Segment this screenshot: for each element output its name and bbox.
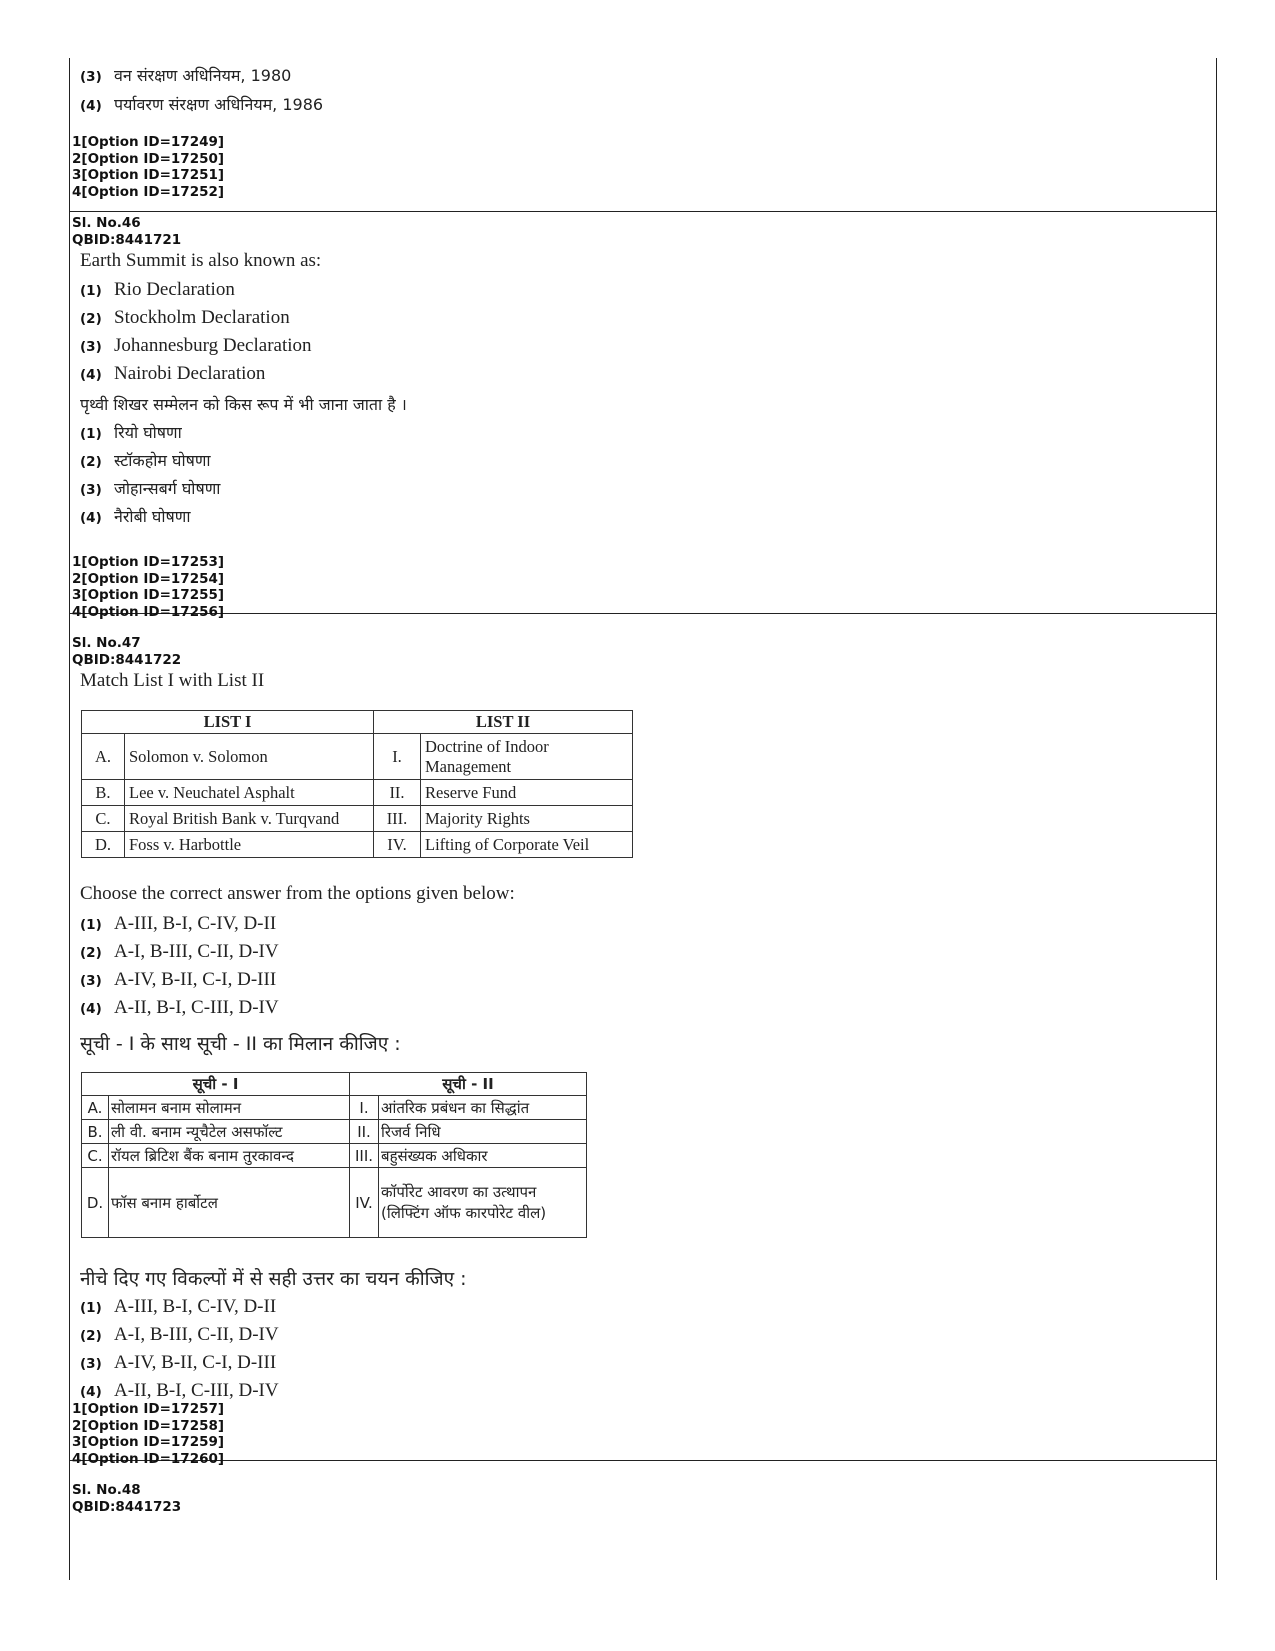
table-row: C. Royal British Bank v. Turqvand III. Majority Rights: [82, 806, 633, 832]
option-row: (1) A-III, B-I, C-IV, D-II: [80, 913, 277, 934]
option-row: (2) A-I, B-III, C-II, D-IV: [80, 1324, 279, 1345]
option-id: 4[Option ID=17252]: [72, 183, 225, 200]
option-row: (4) A-II, B-I, C-III, D-IV: [80, 997, 279, 1018]
qbid: QBID:8441722: [72, 651, 182, 668]
table-row: A. Solomon v. Solomon I. Doctrine of Indoor Management: [82, 734, 633, 780]
q47-question-hi: सूची - I के साथ सूची - II का मिलान कीजिए :: [80, 1033, 401, 1055]
q46-question-en: Earth Summit is also known as:: [80, 250, 322, 271]
serial-number: Sl. No.47: [72, 635, 141, 651]
qbid: QBID:8441721: [72, 231, 182, 248]
q46-options-hi: [80, 419, 220, 531]
table-header: सूची - I: [82, 1073, 350, 1096]
q46-question-hi: पृथ्वी शिखर सम्मेलन को किस रूप में भी जाना जाता है ।: [80, 395, 407, 414]
q45-option-3: (3) वन संरक्षण अधिनियम, 1980: [80, 66, 292, 85]
option-id: 3[Option ID=17255]: [72, 587, 225, 603]
option-row: (2) स्टॉकहोम घोषणा: [80, 451, 211, 470]
option-id: 4[Option ID=17256]: [72, 603, 225, 620]
option-id: 4[Option ID=17260]: [72, 1450, 225, 1467]
serial-number: Sl. No.46: [72, 215, 141, 231]
serial-number: Sl. No.48: [72, 1482, 141, 1498]
table-row: D. Foss v. Harbottle IV. Lifting of Corporate Veil: [82, 832, 633, 858]
option-row: (3) जोहान्सबर्ग घोषणा: [80, 479, 221, 498]
q46-option-ids: [72, 554, 224, 620]
table-header: सूची - II: [350, 1073, 587, 1096]
option-row: (4) Nairobi Declaration: [80, 363, 266, 384]
match-table-hi: [81, 1072, 587, 1238]
q46-options-en: [80, 276, 312, 388]
table-row: A. सोलामन बनाम सोलामन I. आंतरिक प्रबंधन का सिद्धांत: [82, 1096, 587, 1120]
q47-header: [72, 635, 181, 668]
option-id: 1[Option ID=17257]: [72, 1401, 225, 1417]
q45-option-4: (4) पर्यावरण संरक्षण अधिनियम, 1986: [80, 95, 324, 114]
option-id: 1[Option ID=17249]: [72, 134, 225, 150]
separator-line: [70, 613, 1216, 614]
q45-option-ids: [72, 134, 224, 200]
table-row: D. फॉस बनाम हार्बोटल IV. कॉर्पोरेट आवरण का उत्थापन (लिफ्टिंग ऑफ कारपोरेट वील): [82, 1168, 587, 1238]
option-id: 2[Option ID=17250]: [72, 150, 225, 167]
option-id: 3[Option ID=17259]: [72, 1434, 225, 1450]
option-row: (1) A-III, B-I, C-IV, D-II: [80, 1296, 277, 1317]
option-row: (2) A-I, B-III, C-II, D-IV: [80, 941, 279, 962]
q47-options-hi: [80, 1293, 279, 1405]
separator-line: [70, 1460, 1216, 1461]
option-id: 2[Option ID=17254]: [72, 570, 225, 587]
table-row: B. ली वी. बनाम न्यूचैटेल असफॉल्ट II. रिजर्व निधि: [82, 1120, 587, 1144]
q47-instruction-hi: नीचे दिए गए विकल्पों में से सही उत्तर का चयन कीजिए :: [80, 1268, 467, 1290]
match-table-en: [81, 710, 633, 858]
option-row: (1) Rio Declaration: [80, 279, 235, 300]
q47-instruction-en: Choose the correct answer from the options given below:: [80, 883, 515, 904]
qbid: QBID:8441723: [72, 1498, 182, 1515]
option-row: (1) रियो घोषणा: [80, 423, 182, 442]
separator-line: [70, 211, 1216, 212]
table-row: B. Lee v. Neuchatel Asphalt II. Reserve Fund: [82, 780, 633, 806]
q47-question-en: Match List I with List II: [80, 670, 265, 691]
option-row: (3) Johannesburg Declaration: [80, 335, 312, 356]
table-header: LIST II: [374, 711, 633, 734]
q47-option-ids: [72, 1401, 224, 1467]
option-id: 2[Option ID=17258]: [72, 1417, 225, 1434]
option-row: (4) नैरोबी घोषणा: [80, 507, 191, 526]
table-row: C. रॉयल ब्रिटिश बैंक बनाम तुरकावन्द III. बहुसंख्यक अधिकार: [82, 1144, 587, 1168]
q46-header: [72, 215, 181, 248]
q48-header: [72, 1482, 181, 1515]
option-row: (3) A-IV, B-II, C-I, D-III: [80, 969, 277, 990]
q47-options-en: [80, 910, 279, 1022]
option-id: 1[Option ID=17253]: [72, 554, 225, 570]
table-header: LIST I: [82, 711, 374, 734]
option-row: (4) A-II, B-I, C-III, D-IV: [80, 1380, 279, 1401]
option-row: (2) Stockholm Declaration: [80, 307, 290, 328]
option-id: 3[Option ID=17251]: [72, 167, 225, 183]
option-row: (3) A-IV, B-II, C-I, D-III: [80, 1352, 277, 1373]
